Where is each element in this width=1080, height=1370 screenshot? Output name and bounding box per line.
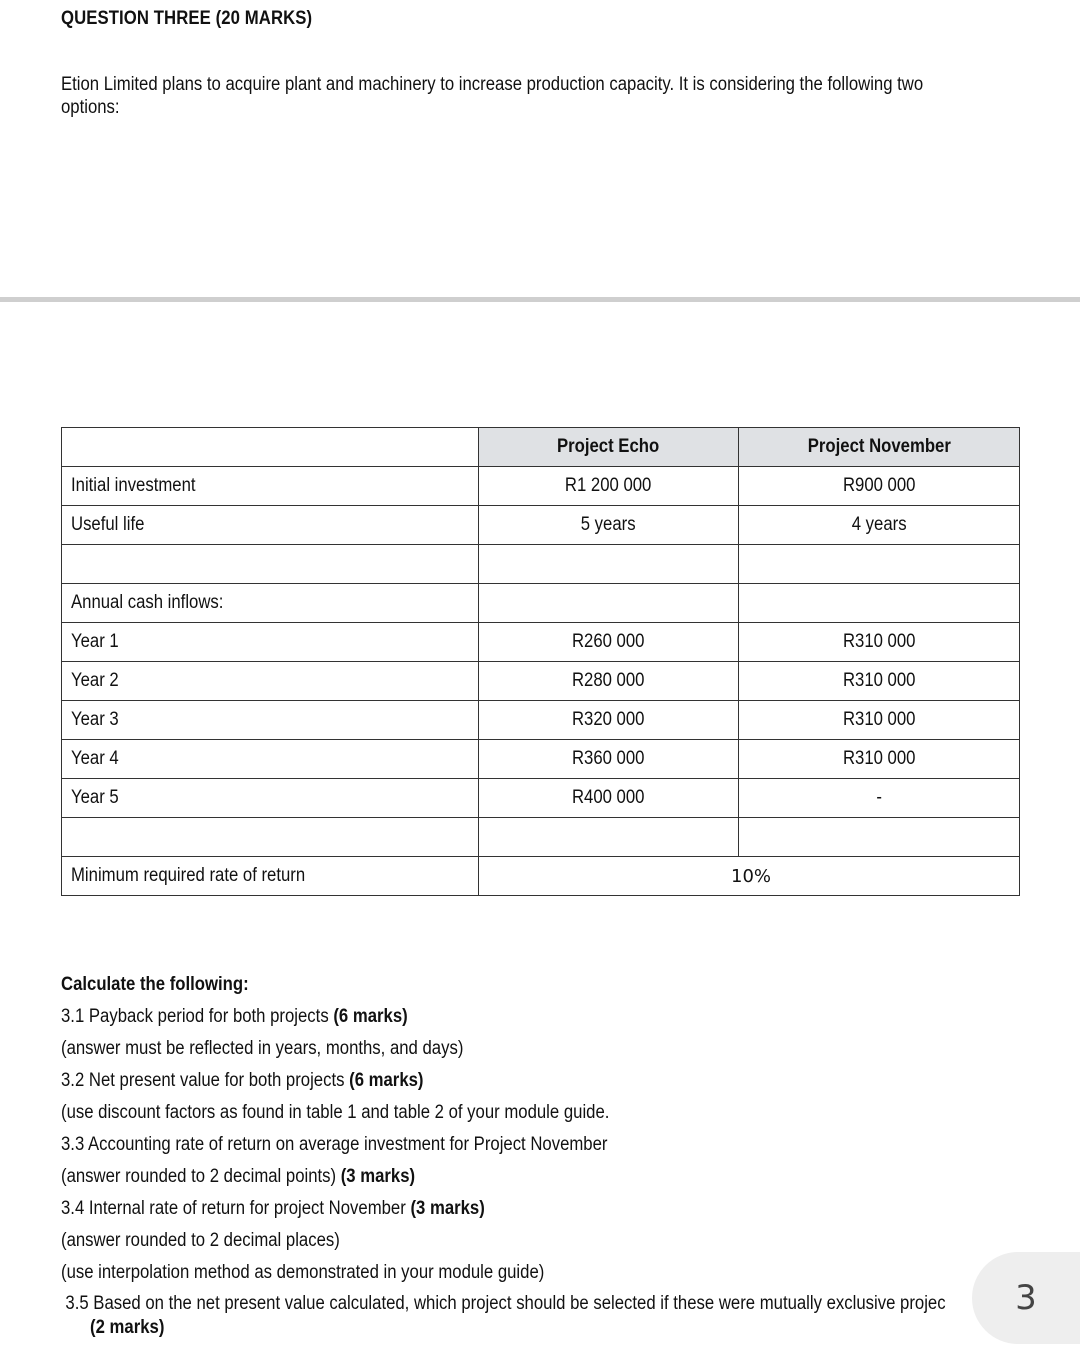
task-3-3-note: [61, 1164, 994, 1196]
intro-line-1: Etion Limited plans to acquire plant and machinery to increase production capacity. It is considering the following two: [61, 74, 924, 95]
echo-value: R260 000: [479, 623, 739, 662]
november-value: -: [739, 779, 1020, 818]
echo-value: [479, 545, 739, 584]
task-3-3: 3.3 Accounting rate of return on average investment for Project November: [61, 1134, 608, 1155]
table-row: [62, 584, 1020, 623]
november-value: [739, 545, 1020, 584]
echo-value: [479, 584, 739, 623]
row-label: [62, 545, 479, 584]
row-label: Annual cash inflows:: [62, 584, 479, 623]
question-heading: QUESTION THREE (20 MARKS): [61, 8, 313, 29]
table-header-row: [62, 428, 1020, 467]
echo-value: 5 years: [479, 506, 739, 545]
row-label: Initial investment: [62, 467, 479, 506]
header-project-november: Project November: [739, 428, 1020, 467]
task-list: [61, 972, 994, 1340]
task-3-1-note: (answer must be reflected in years, months, and days): [61, 1038, 464, 1059]
task-3-2-text: 3.2 Net present value for both projects: [61, 1070, 345, 1091]
project-comparison-table: [61, 427, 1020, 896]
table-row: [62, 623, 1020, 662]
task-3-1: [61, 1004, 994, 1036]
november-value: R310 000: [739, 701, 1020, 740]
echo-value: R400 000: [479, 779, 739, 818]
task-3-1-marks: (6 marks): [333, 1006, 408, 1027]
november-value: 4 years: [739, 506, 1020, 545]
row-label: Year 3: [62, 701, 479, 740]
task-3-2: [61, 1068, 994, 1100]
rate-row: [62, 857, 1020, 896]
table-row: [62, 662, 1020, 701]
november-value: R310 000: [739, 623, 1020, 662]
intro-line-2: options:: [61, 97, 120, 118]
november-value: [739, 584, 1020, 623]
echo-value: R320 000: [479, 701, 739, 740]
section-divider: [0, 297, 1080, 302]
november-value: R900 000: [739, 467, 1020, 506]
rate-value: 10%: [479, 857, 1020, 896]
task-3-4-note-1: (answer rounded to 2 decimal places): [61, 1230, 340, 1251]
row-label: Year 4: [62, 740, 479, 779]
task-3-5: [61, 1292, 994, 1340]
november-value: R310 000: [739, 740, 1020, 779]
echo-value: [479, 818, 739, 857]
row-label: [62, 818, 479, 857]
task-3-2-marks: (6 marks): [349, 1070, 424, 1091]
table-row: [62, 506, 1020, 545]
task-3-4-note-2: (use interpolation method as demonstrated in your module guide): [61, 1262, 545, 1283]
task-3-5-text: 3.5 Based on the net present value calculated, which project should be selected if these were mutually exclusive projec: [65, 1293, 946, 1314]
header-project-echo: Project Echo: [479, 428, 739, 467]
row-label: Year 1: [62, 623, 479, 662]
row-label: Year 2: [62, 662, 479, 701]
task-3-5-marks: (2 marks): [90, 1317, 165, 1338]
task-3-4-marks: (3 marks): [410, 1198, 485, 1219]
page-number: 3: [1015, 1278, 1037, 1318]
rate-label: Minimum required rate of return: [62, 857, 479, 896]
november-value: [739, 818, 1020, 857]
intro-paragraph: [61, 73, 941, 119]
table-row: [62, 740, 1020, 779]
table-row: [62, 779, 1020, 818]
echo-value: R280 000: [479, 662, 739, 701]
task-3-2-note: (use discount factors as found in table 1 and table 2 of your module guide.: [61, 1102, 610, 1123]
task-3-1-text: 3.1 Payback period for both projects: [61, 1006, 329, 1027]
echo-value: R360 000: [479, 740, 739, 779]
task-3-4: [61, 1196, 994, 1228]
task-3-3-marks: (3 marks): [340, 1166, 416, 1187]
table-row: [62, 545, 1020, 584]
table-row: [62, 467, 1020, 506]
page-number-badge: [972, 1252, 1080, 1344]
table-row: [62, 818, 1020, 857]
task-3-3-note-text: (answer rounded to 2 decimal points): [61, 1166, 337, 1187]
task-3-4-text: 3.4 Internal rate of return for project November: [61, 1198, 406, 1219]
table-row: [62, 701, 1020, 740]
row-label: Useful life: [62, 506, 479, 545]
november-value: R310 000: [739, 662, 1020, 701]
task-list-title: Calculate the following:: [61, 974, 249, 995]
header-blank-cell: [62, 428, 479, 467]
echo-value: R1 200 000: [479, 467, 739, 506]
row-label: Year 5: [62, 779, 479, 818]
